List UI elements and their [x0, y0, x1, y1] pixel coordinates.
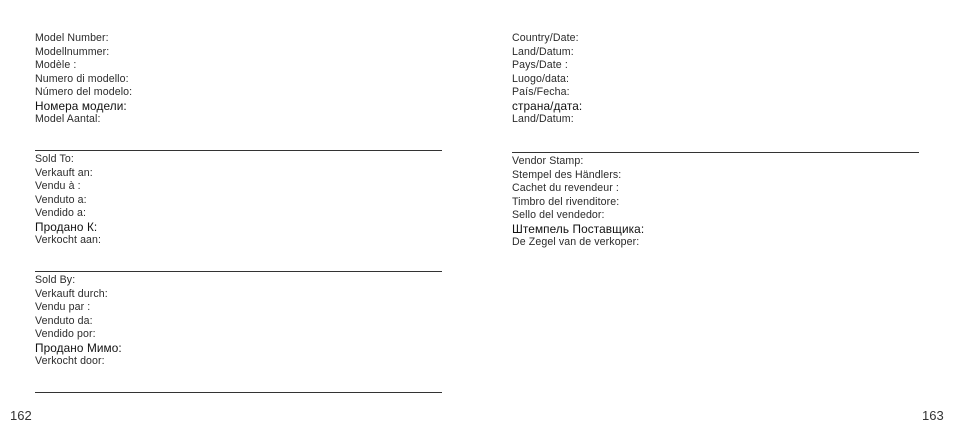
label-fr: Cachet du revendeur :	[512, 182, 619, 194]
label-fr: Modèle :	[35, 59, 77, 71]
label-de: Verkauft an:	[35, 166, 93, 179]
label-fr: Vendu à :	[35, 180, 81, 192]
label-it: Timbro del rivenditore:	[512, 195, 620, 208]
model-number-line	[35, 150, 442, 151]
label-en: Sold To:	[35, 153, 74, 165]
label-fr: Vendu par :	[35, 301, 91, 313]
label-en: Country/Date:	[512, 32, 579, 44]
sold-by-line	[35, 392, 442, 393]
page-number-left: 162	[10, 408, 32, 423]
label-it: Venduto a:	[35, 193, 87, 206]
sold-by-labels	[35, 274, 122, 369]
label-de: Land/Datum:	[512, 45, 574, 58]
label-nl: De Zegel van de verkoper:	[512, 236, 640, 248]
vendor-stamp-labels	[512, 155, 644, 250]
label-es: Vendido a:	[35, 207, 87, 219]
label-ru: Штемпель Поставщика:	[512, 221, 645, 236]
country-date-labels	[512, 32, 582, 127]
label-en: Vendor Stamp:	[512, 155, 584, 167]
label-de: Verkauft durch:	[35, 287, 108, 300]
label-ru: Продано Мимо:	[35, 340, 122, 355]
label-it: Numero di modello:	[35, 72, 129, 85]
label-de: Stempel des Händlers:	[512, 168, 622, 181]
label-nl: Verkocht aan:	[35, 234, 102, 246]
country-date-line	[512, 152, 919, 153]
page-number-right: 163	[922, 408, 944, 423]
label-es: País/Fecha:	[512, 86, 570, 98]
label-nl: Land/Datum:	[512, 113, 574, 125]
label-it: Luogo/data:	[512, 72, 570, 85]
label-ru: страна/дата:	[512, 98, 583, 113]
label-es: Número del modelo:	[35, 86, 133, 98]
label-en: Model Number:	[35, 32, 109, 44]
label-de: Modellnummer:	[35, 45, 110, 58]
label-fr: Pays/Date :	[512, 59, 568, 71]
label-nl: Verkocht door:	[35, 355, 105, 367]
label-nl: Model Aantal:	[35, 113, 101, 125]
label-es: Vendido por:	[35, 328, 96, 340]
sold-to-labels	[35, 153, 101, 248]
label-ru: Продано К:	[35, 219, 98, 234]
label-en: Sold By:	[35, 274, 76, 286]
label-it: Venduto da:	[35, 314, 93, 327]
model-number-labels	[35, 32, 132, 127]
label-ru: Номера модели:	[35, 98, 127, 113]
label-es: Sello del vendedor:	[512, 209, 605, 221]
sold-to-line	[35, 271, 442, 272]
